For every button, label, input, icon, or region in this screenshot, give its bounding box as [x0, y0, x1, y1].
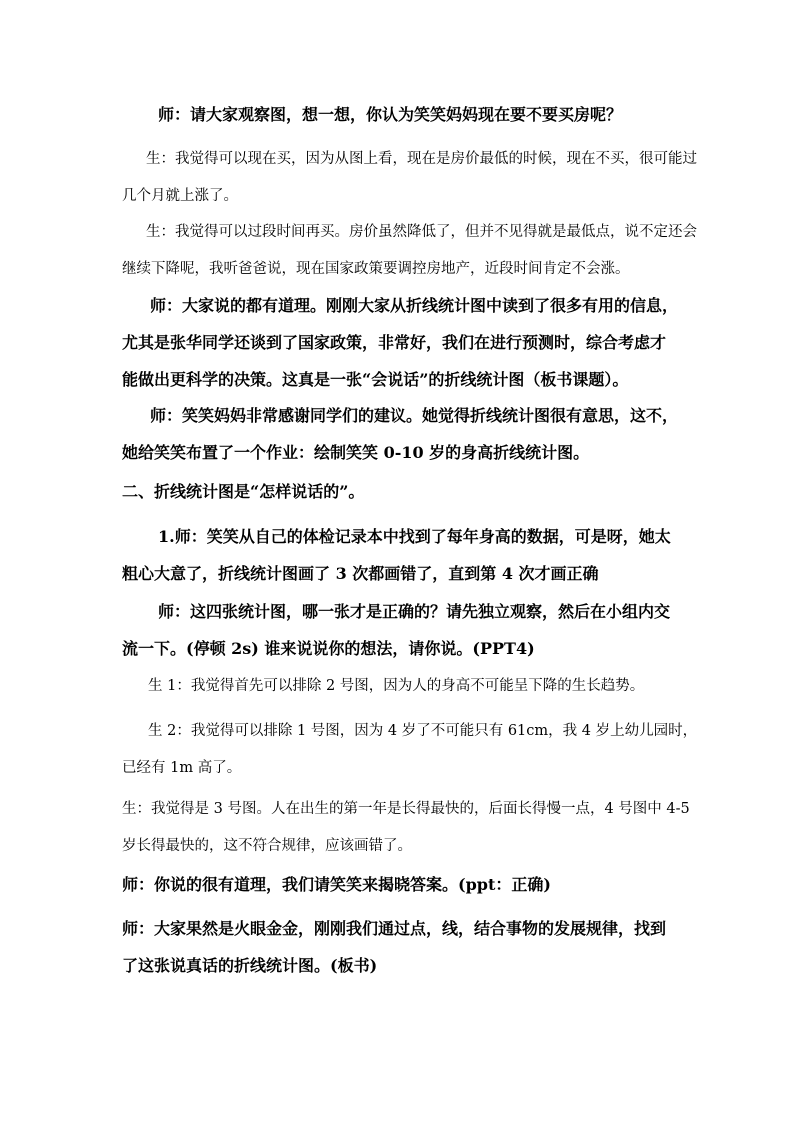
paragraph-item-1 [122, 518, 682, 592]
text-line: 师：请大家观察图，想一想，你认为笑笑妈妈现在要不要买房呢？ [158, 105, 623, 124]
paragraph-student-wait [122, 214, 697, 288]
paragraph-teacher-question [158, 96, 718, 133]
text-line: 尤其是张华同学还谈到了国家政策，非常好，我们在进行预测时，综合考虑才 [122, 333, 667, 352]
text-line: 生：我觉得可以现在买，因为从图上看，现在是房价最低的时候，现在不买，很可能过 [146, 151, 697, 167]
text-line: 师：这四张统计图，哪一张才是正确的？请先独立观察，然后在小组内交 [158, 602, 671, 621]
text-line: 岁长得最快的，这不符合规律，应该画错了。 [122, 838, 412, 854]
text-line: 粗心大意了，折线统计图画了 3 次都画错了，直到第 4 次才画正确 [122, 564, 599, 583]
text-line: 生 1：我觉得首先可以排除 2 号图，因为人的身高不可能呈下降的生长趋势。 [148, 678, 645, 694]
text-line: 二、折线统计图是“怎样说话的”。 [122, 482, 365, 501]
paragraph-teacher-observe [122, 593, 682, 667]
text-line: 几个月就上涨了。 [122, 188, 238, 204]
text-line: 生：我觉得可以过段时间再买。房价虽然降低了，但并不见得就是最低点，说不定还会 [146, 224, 697, 240]
text-line: 已经有 1m 高了。 [122, 760, 242, 776]
paragraph-teacher-reveal [122, 866, 682, 903]
paragraph-student-1 [122, 668, 682, 705]
text-line: 生 2：我觉得可以排除 1 号图，因为 4 岁了不可能只有 61cm，我 4 岁上幼儿园时， [148, 723, 698, 739]
text-line: 师：大家果然是火眼金金，刚刚我们通过点，线，结合事物的发展规律，找到 [122, 919, 667, 938]
text-line: 1.师：笑笑从自己的体检记录本中找到了每年身高的数据，可是呀，她太 [158, 527, 671, 546]
text-line: 师：大家说的都有道理。刚刚大家从折线统计图中读到了很多有用的信息， [150, 296, 679, 315]
text-line: 流一下。(停顿 2s) 谁来说说你的想法，请你说。(PPT4) [122, 639, 535, 658]
paragraph-teacher-assignment [122, 397, 682, 471]
text-line: 师：你说的很有道理，我们请笑笑来揭晓答案。(ppt：正确) [122, 875, 551, 894]
text-line: 了这张说真话的折线统计图。(板书) [122, 956, 378, 975]
paragraph-student-3 [122, 791, 690, 865]
text-line: 继续下降呢，我听爸爸说，现在国家政策要调控房地产，近段时间肯定不会涨。 [122, 261, 630, 277]
text-line: 生：我觉得是 3 号图。人在出生的第一年是长得最快的，后面长得慢一点，4 号图中 4-5 [122, 801, 690, 817]
section-heading [122, 473, 682, 510]
paragraph-teacher-summary [122, 287, 682, 398]
paragraph-student-buy-now [122, 141, 697, 215]
text-line: 师：笑笑妈妈非常感谢同学们的建议。她觉得折线统计图很有意思，这不， [150, 406, 679, 425]
text-line: 能做出更科学的决策。这真是一张“会说话”的折线统计图（板书课题）。 [122, 370, 629, 389]
paragraph-student-2 [122, 713, 698, 787]
paragraph-teacher-conclusion [122, 910, 682, 984]
text-line: 她给笑笑布置了一个作业：绘制笑笑 0-10 岁的身高折线统计图。 [122, 443, 590, 462]
